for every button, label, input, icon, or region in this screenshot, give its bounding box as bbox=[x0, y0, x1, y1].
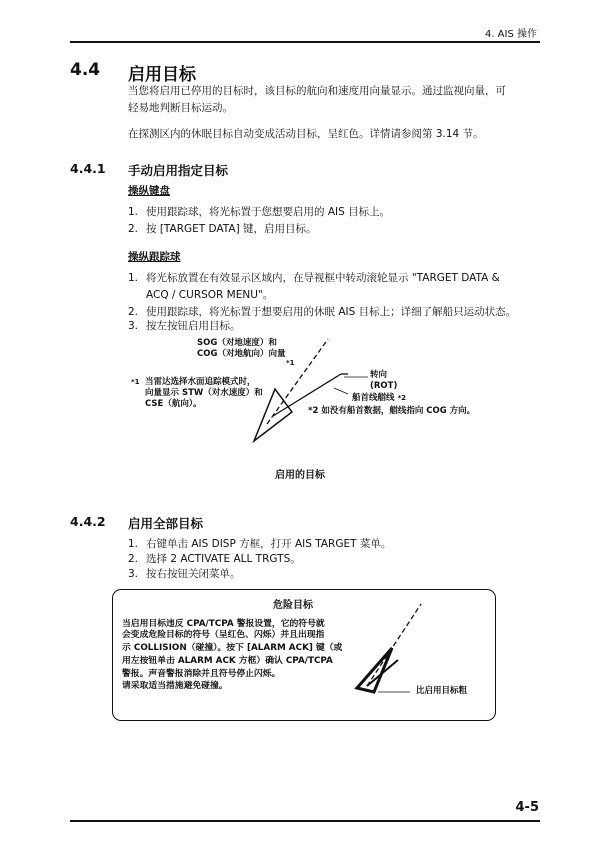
dangerbox-line1: 当启用目标违反 CPA/TCPA 警报设置，它的符号就 bbox=[122, 619, 325, 629]
label-rot: 转向 bbox=[370, 370, 388, 380]
section-para2: 在探测区内的休眠目标自动变成活动目标，呈红色。详情请参阅第 3.14 节。 bbox=[128, 128, 484, 140]
trackball-step-2: 2. 使用跟踪球，将光标置于想要启用的休眠 AIS 目标上；详细了解船只运动状态。 bbox=[128, 306, 517, 318]
subsection-1-number: 4.4.1 bbox=[70, 161, 106, 176]
keyboard-step-1: 1. 使用跟踪球，将光标置于您想要启用的 AIS 目标上。 bbox=[128, 206, 391, 218]
label-sup1: *1 bbox=[286, 359, 295, 367]
footer-rule bbox=[70, 820, 540, 822]
note1-line3: CSE（航向）。 bbox=[145, 399, 202, 409]
activate-all-step-1: 1. 右键单击 AIS DISP 方框，打开 AIS TARGET 菜单。 bbox=[128, 538, 392, 550]
label-heading-line: 船首线艏线 *2 bbox=[352, 393, 407, 403]
page-number: 4-5 bbox=[515, 800, 539, 815]
section-title: 启用目标 bbox=[128, 65, 196, 85]
dangerbox-title: 危险目标 bbox=[273, 600, 313, 611]
activate-all-step-2: 2. 选择 2 ACTIVATE ALL TRGTS。 bbox=[128, 553, 301, 565]
subsection-2-title: 启用全部目标 bbox=[128, 516, 204, 531]
note1-mark: *1 bbox=[131, 378, 140, 386]
dangerbox-line4: 用左按钮单击 ALARM ACK 方框）确认 CPA/TCPA bbox=[122, 656, 333, 666]
keyboard-heading: 操纵键盘 bbox=[128, 185, 170, 197]
label-rot-abbr: (ROT) bbox=[370, 381, 398, 391]
activate-all-step-3: 3. 按右按钮关闭菜单。 bbox=[128, 568, 241, 580]
keyboard-step-2: 2. 按 [TARGET DATA] 键，启用目标。 bbox=[128, 223, 317, 235]
dangerbox-line6: 请采取适当措施避免碰撞。 bbox=[122, 681, 228, 691]
section-number: 4.4 bbox=[70, 60, 101, 80]
section-para1-line1: 当您将启用已停用的目标时，该目标的航向和速度用向量显示。通过监视向量，可 bbox=[128, 85, 506, 97]
dangerbox-bold-label: 比启用目标粗 bbox=[416, 686, 468, 696]
note1-line1: 当雷达选择水面追踪模式时， bbox=[145, 377, 256, 387]
section-para1-line2: 轻易地判断目标运动。 bbox=[128, 102, 233, 114]
note1-line2: 向量显示 STW（对水速度）和 bbox=[145, 388, 263, 398]
trackball-step-3: 3. 按左按钮启用目标。 bbox=[128, 320, 241, 332]
dangerbox-line2: 会变成危险目标的符号（呈红色、闪烁）并且出现指 bbox=[122, 630, 325, 640]
trackball-step-1-cont: ACQ / CURSOR MENU"。 bbox=[146, 289, 274, 301]
subsection-2-number: 4.4.2 bbox=[70, 514, 106, 529]
trackball-heading: 操纵跟踪球 bbox=[128, 251, 181, 263]
note2: *2 如没有船首数据，艏线指向 COG 方向。 bbox=[308, 406, 476, 416]
trackball-step-1: 1. 将光标放置在有效显示区域内，在导视框中转动滚轮显示 "TARGET DATA & bbox=[128, 272, 500, 284]
diagram1-caption: 启用的目标 bbox=[275, 470, 325, 481]
running-header: 4. AIS 操作 bbox=[484, 29, 537, 40]
label-cog: COG（对地航向）向量 bbox=[197, 349, 286, 359]
subsection-1-title: 手动启用指定目标 bbox=[128, 163, 229, 178]
dangerbox-line3: 示 COLLISION（碰撞）。按下 [ALARM ACK] 键（或 bbox=[122, 643, 343, 653]
danger-vector-dashed bbox=[367, 604, 421, 686]
label-sog: SOG（对地速度）和 bbox=[197, 338, 277, 348]
dangerbox-line5: 警报。声音警报消除并且符号停止闪烁。 bbox=[122, 669, 281, 679]
